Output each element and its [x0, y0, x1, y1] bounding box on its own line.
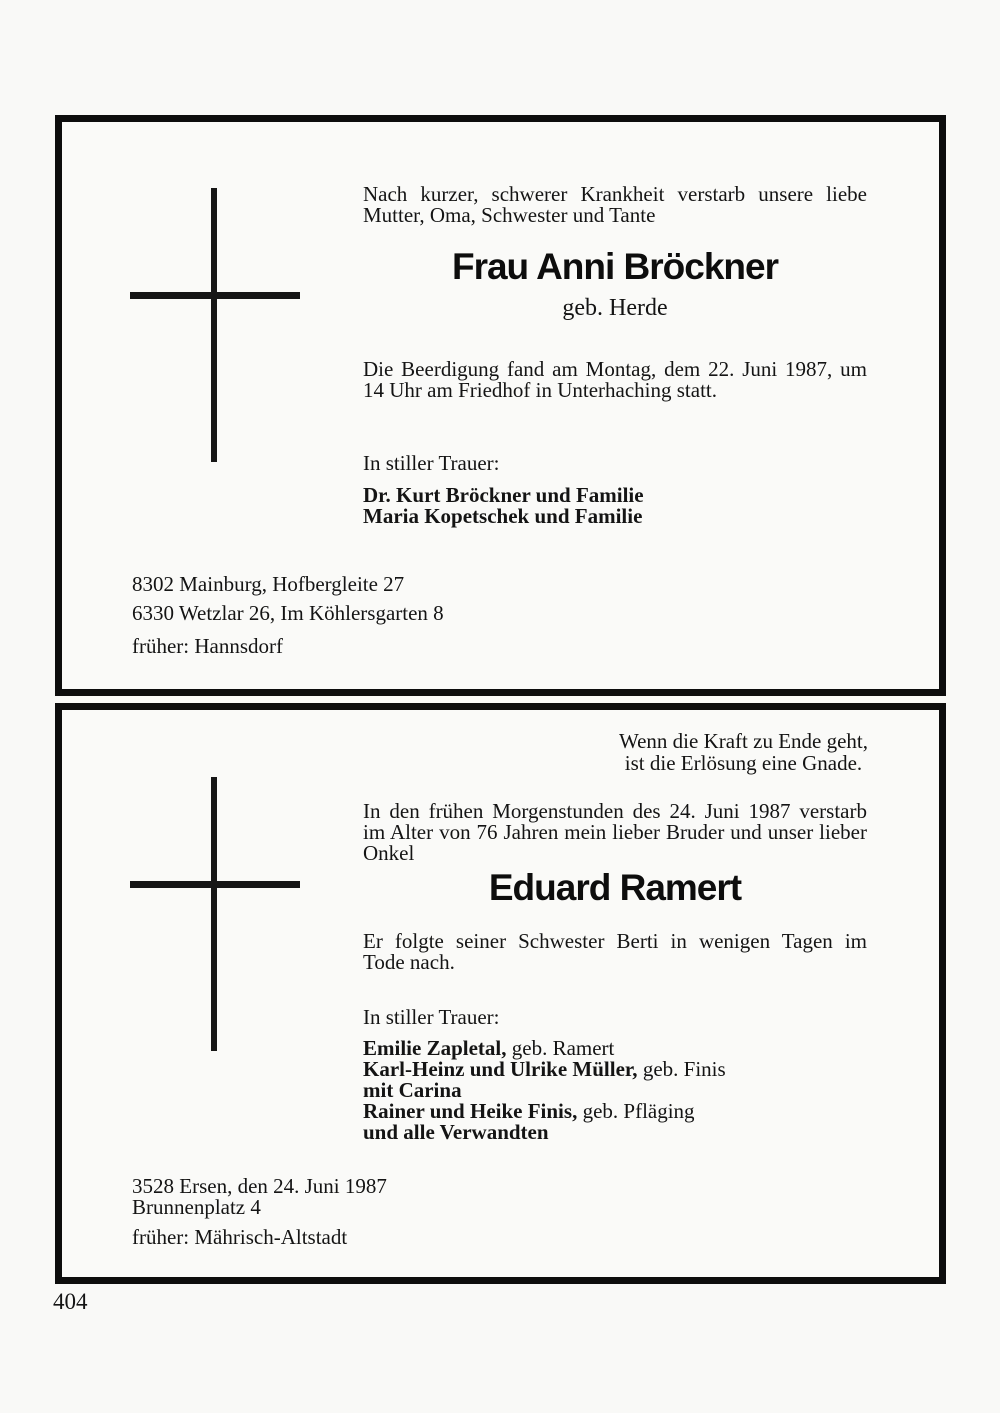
after-line: Tode nach.: [363, 950, 455, 974]
page-number: 404: [53, 1289, 88, 1314]
intro-line: In den frühen Morgenstunden des 24. Juni 1987 verstarb: [363, 799, 867, 823]
mourner-row: [363, 1101, 867, 1122]
epigraph-line: ist die Erlösung eine Gnade.: [624, 751, 863, 775]
cross-horizontal-bar: [130, 292, 300, 299]
mourner-row: [363, 1080, 867, 1101]
funeral-paragraph: [363, 359, 867, 401]
mourners-list: [363, 1038, 867, 1143]
mourner-row: [363, 1038, 867, 1059]
cross-icon: [130, 777, 362, 1051]
mourner-name: Maria Kopetschek und Familie: [363, 504, 643, 528]
address-block: [132, 1176, 387, 1248]
cross-icon: [130, 188, 362, 462]
mourner-name: Dr. Kurt Bröckner und Familie: [363, 483, 644, 507]
mourning-label: In stiller Trauer:: [363, 1005, 500, 1029]
funeral-line: Die Beerdigung fand am Montag, dem 22. Juni 1987, um: [363, 357, 867, 381]
mourners-list: [363, 485, 867, 527]
mourner-row: [363, 506, 867, 527]
cross-vertical-bar: [211, 188, 217, 462]
address-line: Brunnenplatz 4: [132, 1195, 261, 1219]
mourner-row: [363, 485, 867, 506]
intro-line: Mutter, Oma, Schwester und Tante: [363, 203, 656, 227]
mourner-name: und alle Verwandten: [363, 1120, 549, 1144]
intro-paragraph: [363, 801, 867, 864]
funeral-line: 14 Uhr am Friedhof in Unterhaching statt.: [363, 378, 718, 402]
obituary-notice-broeckner: [55, 115, 946, 696]
mourner-name: Rainer und Heike Finis,: [363, 1099, 578, 1123]
cross-horizontal-bar: [130, 881, 300, 888]
cross-vertical-bar: [211, 777, 217, 1051]
intro-paragraph: [363, 184, 867, 226]
intro-line: Nach kurzer, schwerer Krankheit verstarb unsere liebe: [363, 182, 867, 206]
mourner-suffix: geb. Ramert: [506, 1036, 615, 1060]
mourner-suffix: geb. Pfläging: [577, 1099, 695, 1123]
intro-line: Onkel: [363, 841, 415, 865]
mourner-name: Karl-Heinz und Ulrike Müller,: [363, 1057, 638, 1081]
deceased-name: Frau Anni Bröckner: [451, 246, 779, 287]
address-line: 6330 Wetzlar 26, Im Köhlersgarten 8: [132, 601, 444, 625]
mourner-row: [363, 1122, 867, 1143]
epigraph: [619, 730, 868, 774]
mourning-label: In stiller Trauer:: [363, 451, 500, 475]
mourner-row: [363, 1059, 867, 1080]
mourner-name: Emilie Zapletal,: [363, 1036, 507, 1060]
intro-line: im Alter von 76 Jahren mein lieber Bruder und unser lieber: [363, 820, 867, 844]
address-line: 8302 Mainburg, Hofbergleite 27: [132, 572, 405, 596]
after-line: Er folgte seiner Schwester Berti in wenigen Tagen im: [363, 929, 867, 953]
mourner-name: mit Carina: [363, 1078, 462, 1102]
epigraph-line: Wenn die Kraft zu Ende geht,: [618, 729, 868, 753]
address-line: 3528 Ersen, den 24. Juni 1987: [132, 1174, 387, 1198]
after-paragraph: [363, 931, 867, 973]
obituary-notice-ramert: [55, 703, 946, 1284]
address-block: [132, 570, 444, 661]
mourner-suffix: geb. Finis: [637, 1057, 726, 1081]
deceased-name: Eduard Ramert: [488, 867, 742, 908]
former-residence: früher: Mährisch-Altstadt: [132, 1225, 348, 1249]
birth-name: geb. Herde: [562, 295, 668, 321]
former-residence: früher: Hannsdorf: [132, 634, 284, 658]
